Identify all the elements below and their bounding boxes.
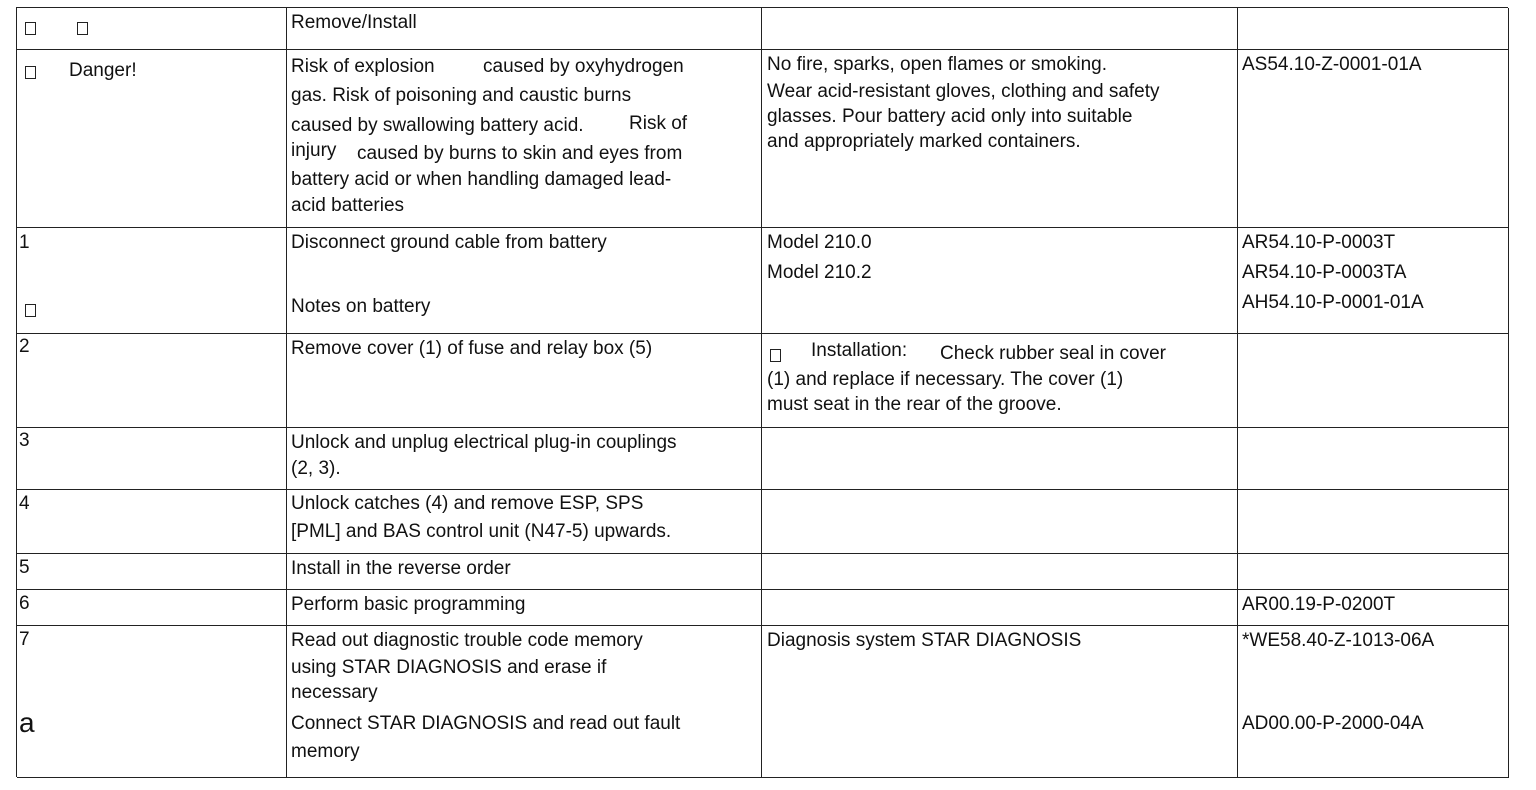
reference-code: AR00.19-P-0200T (1242, 594, 1396, 615)
danger-text: caused by burns to skin and eyes from (357, 143, 683, 164)
reference-code: *WE58.40-Z-1013-06A (1242, 630, 1435, 651)
notes-cell (762, 428, 1238, 489)
step-cell (287, 228, 762, 333)
info-glyph-icon (25, 304, 36, 317)
notes-cell (762, 228, 1238, 333)
danger-label: Danger! (69, 60, 137, 81)
installation-note: (1) and replace if necessary. The cover (1) (767, 369, 1124, 390)
step-number: 4 (19, 493, 30, 514)
step-instruction: Disconnect ground cable from battery (291, 232, 607, 253)
step-cell (287, 334, 762, 427)
danger-text: gas. Risk of poisoning and caustic burns (291, 85, 632, 106)
table-row (17, 626, 1509, 778)
table-row (17, 590, 1509, 626)
danger-text: caused by swallowing battery acid. (291, 115, 584, 136)
step-instruction: [PML] and BAS control unit (N47-5) upwards. (291, 521, 672, 542)
table-row (17, 8, 1509, 50)
reference-cell (1238, 50, 1509, 227)
reference-cell (1238, 428, 1509, 489)
substep-instruction: memory (291, 741, 360, 762)
table-row (17, 490, 1509, 554)
table-row (17, 554, 1509, 590)
notes-cell (762, 554, 1238, 589)
notes-cell (762, 490, 1238, 553)
notes-cell (762, 590, 1238, 625)
reference-code: AS54.10-Z-0001-01A (1242, 54, 1422, 75)
warning-glyph-icon (25, 66, 36, 79)
step-cell (287, 50, 762, 227)
step-instruction: Unlock and unplug electrical plug-in couplings (291, 432, 677, 453)
row-marker-cell (17, 626, 287, 777)
reference-cell (1238, 490, 1509, 553)
step-instruction: Perform basic programming (291, 594, 526, 615)
step-instruction: using STAR DIAGNOSIS and erase if (291, 657, 607, 678)
safety-note: glasses. Pour battery acid only into suitable (767, 106, 1133, 127)
row-marker-cell (17, 334, 287, 427)
reference-cell (1238, 554, 1509, 589)
step-cell (287, 626, 762, 777)
step-note: Notes on battery (291, 296, 431, 317)
danger-text: Risk of explosion (291, 56, 435, 77)
step-cell (287, 8, 762, 49)
danger-text: injury (291, 140, 337, 161)
row-marker-cell (17, 228, 287, 333)
step-cell (287, 490, 762, 553)
safety-note: and appropriately marked containers. (767, 131, 1081, 152)
reference-code: AR54.10-P-0003T (1242, 232, 1396, 253)
danger-text: battery acid or when handling damaged lead- (291, 169, 672, 190)
reference-code: AD00.00-P-2000-04A (1242, 713, 1424, 734)
reference-cell (1238, 8, 1509, 49)
reference-code: AH54.10-P-0001-01A (1242, 292, 1424, 313)
row-marker-cell (17, 490, 287, 553)
table-row (17, 50, 1509, 228)
notes-cell (762, 334, 1238, 427)
step-instruction: Install in the reverse order (291, 558, 511, 579)
step-number: 3 (19, 430, 30, 451)
table-row (17, 334, 1509, 428)
model-text: Model 210.2 (767, 262, 872, 283)
checkbox-glyph-icon (25, 22, 36, 35)
safety-note: Wear acid-resistant gloves, clothing and safety (767, 81, 1160, 102)
step-instruction: Unlock catches (4) and remove ESP, SPS (291, 493, 644, 514)
danger-text: Risk of (629, 113, 688, 134)
installation-note: Check rubber seal in cover (940, 343, 1166, 364)
row-marker-cell (17, 428, 287, 489)
step-cell (287, 554, 762, 589)
section-title: Remove/Install (291, 12, 417, 33)
step-number: 7 (19, 629, 30, 650)
reference-cell (1238, 228, 1509, 333)
step-number: 5 (19, 557, 30, 578)
step-instruction: Remove cover (1) of fuse and relay box (5) (291, 338, 653, 359)
notes-cell (762, 50, 1238, 227)
notes-cell (762, 8, 1238, 49)
substep-letter: a (19, 707, 35, 738)
row-marker-cell (17, 590, 287, 625)
step-cell (287, 590, 762, 625)
reference-cell (1238, 626, 1509, 777)
danger-text: acid batteries (291, 195, 405, 216)
row-marker-cell (17, 8, 287, 49)
substep-instruction: Connect STAR DIAGNOSIS and read out fault (291, 713, 681, 734)
step-number: 1 (19, 232, 30, 253)
row-marker-cell (17, 50, 287, 227)
procedure-table (16, 7, 1508, 777)
danger-text: caused by oxyhydrogen (483, 56, 684, 77)
step-number: 6 (19, 593, 30, 614)
model-text: Model 210.0 (767, 232, 872, 253)
step-instruction: (2, 3). (291, 458, 341, 479)
reference-cell (1238, 334, 1509, 427)
installation-label: Installation: (811, 340, 908, 361)
step-instruction: necessary (291, 682, 378, 703)
reference-cell (1238, 590, 1509, 625)
step-cell (287, 428, 762, 489)
step-number: 2 (19, 336, 30, 357)
installation-note: must seat in the rear of the groove. (767, 394, 1062, 415)
notes-cell (762, 626, 1238, 777)
row-marker-cell (17, 554, 287, 589)
diagnosis-system: Diagnosis system STAR DIAGNOSIS (767, 630, 1082, 651)
safety-note: No fire, sparks, open flames or smoking. (767, 54, 1108, 75)
checkbox-glyph-icon (77, 22, 88, 35)
table-row (17, 428, 1509, 490)
step-instruction: Read out diagnostic trouble code memory (291, 630, 643, 651)
reference-code: AR54.10-P-0003TA (1242, 262, 1407, 283)
info-glyph-icon (770, 349, 781, 362)
table-row (17, 228, 1509, 334)
